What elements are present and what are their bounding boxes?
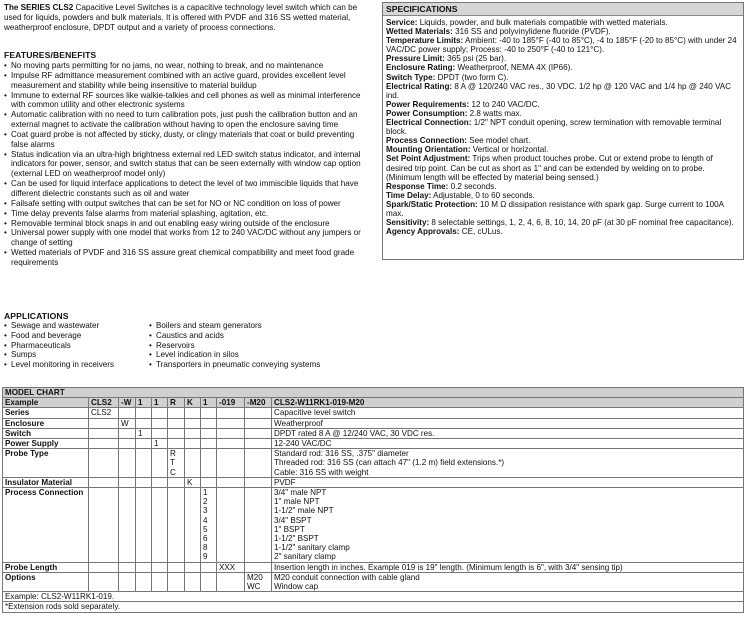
spec-value: CE, cULus. (459, 227, 503, 237)
spec-label: Temperature Limits: (386, 36, 464, 46)
spec-label: Sensitivity: (386, 218, 430, 228)
spec-row (386, 27, 740, 36)
probe-desc: Standard rod: 316 SS, .375" diameter (274, 449, 409, 459)
process-desc: 3/4" male NPT (274, 488, 327, 498)
probe-length-label: Probe Length (3, 562, 89, 572)
options-descs (272, 572, 744, 591)
applications-title: APPLICATIONS (4, 311, 69, 321)
spec-label: Service: (386, 18, 418, 27)
probe-desc: Cable: 316 SS with weight (274, 467, 369, 477)
spec-label: Electrical Rating: (386, 81, 453, 91)
feature-item: • Coat guard probe is not affected by sticky, dusty, or clingy materials that coat or build preventing false alarms (4, 130, 373, 150)
insulator-row (3, 477, 744, 487)
switch-row (3, 428, 744, 438)
spec-row (386, 36, 740, 54)
feature-item: • Failsafe setting with output switches that can be set for NO or NC condition on loss of power (4, 199, 373, 209)
spec-value: Adjustable, 0 to 60 seconds. (431, 190, 535, 200)
features-list (4, 61, 373, 268)
spec-value: 12 to 240 VAC/DC. (469, 99, 540, 109)
spec-value: Ambient: -40 to 185°F (-40 to 85°C), -4 to 185°F (-20 to 85°C) with under 24 VAC/DC power supply; Process: -40 to 250°F (-40 to 121°C). (386, 36, 737, 55)
footnote: *Extension rods sold separately. (3, 602, 744, 612)
spec-row (386, 54, 740, 63)
spec-row (386, 154, 740, 181)
series-code: CLS2 (89, 408, 119, 418)
application-item: • Level monitoring in receivers (4, 360, 149, 370)
process-code: 8 (203, 543, 208, 553)
process-desc: 2" sanitary clamp (274, 552, 336, 562)
probe-length-desc: Insertion length in inches. Example 019 is 19" length. (Minimum length is 6", with 3/4" sensing tip) (272, 562, 744, 572)
spec-value: 316 SS and polyvinylidene fluoride (PVDF). (452, 27, 611, 37)
intro-lead: The SERIES CLS2 (4, 3, 74, 12)
feature-item: • Wetted materials of PVDF and 316 SS assure great chemical compatibility and meet food grade requirements (4, 248, 373, 268)
example-code: R (168, 398, 185, 408)
spec-value: 10 M Ω dissipation resistance with spark gap. Surge current to 100A max. (386, 199, 724, 218)
application-item: • Level indication in silos (149, 350, 374, 360)
features-title: FEATURES/BENEFITS (4, 50, 97, 60)
spec-row (386, 145, 740, 154)
spec-label: Pressure Limit: (386, 54, 445, 64)
spec-row (386, 18, 740, 27)
model-chart-title-row (3, 388, 744, 398)
power-desc: 12-240 VAC/DC (272, 439, 744, 449)
example-full-code: CLS2-W11RK1-019-M20 (272, 398, 744, 408)
example-code: K (185, 398, 201, 408)
spec-value: DPDT (two form C). (435, 72, 509, 82)
spec-value: Trips when product touches probe. Cut or extend probe to length of desired trip point. Can be cut as short as 1" and can be extended by welding on to probe. (Minimum length will be effected by material being sensed.) (386, 154, 713, 182)
feature-item: • Status indication via an ultra-high brightness external red LED switch status indicator, and internal indicators for power, sensor, and switch status that can be seen externally with window cap option (external LED on weatherproof model only) (4, 150, 373, 180)
spec-label: Switch Type: (386, 72, 436, 82)
switch-label: Switch (3, 428, 89, 438)
spec-label: Response Time: (386, 181, 449, 191)
probe-type-row (3, 449, 744, 478)
spec-label: Wetted Materials: (386, 27, 453, 37)
spec-row (386, 118, 740, 136)
spec-row (386, 191, 740, 200)
process-connection-row (3, 488, 744, 563)
options-row (3, 572, 744, 591)
example-code: 1 (201, 398, 217, 408)
options-label: Options (3, 572, 89, 591)
spec-row (386, 218, 740, 227)
spec-value: 0.2 seconds. (448, 181, 497, 191)
insulator-code: K (185, 477, 201, 487)
feature-item: • Immune to external RF sources like walkie-talkies and cell phones as well as minimal interference with common utility and other electronic systems (4, 91, 373, 111)
spec-label: Electrical Connection: (386, 118, 472, 128)
spec-value: Liquids, powder, and bulk materials compatible with wetted materials. (417, 18, 668, 27)
option-code: WC (247, 582, 261, 592)
spec-row (386, 109, 740, 118)
process-desc: 1-1/2" male NPT (274, 506, 334, 516)
model-chart-table (2, 387, 744, 613)
spec-value: 365 psi (25 bar). (444, 54, 507, 64)
probe-type-descs (272, 449, 744, 478)
series-row (3, 408, 744, 418)
power-row (3, 439, 744, 449)
spec-value: See model chart. (466, 136, 531, 146)
option-code: M20 (247, 572, 263, 582)
footnote-row (3, 602, 744, 612)
option-desc: Window cap (274, 582, 319, 592)
feature-item: • Time delay prevents false alarms from material splashing, agitation, etc. (4, 209, 373, 219)
option-desc: M20 conduit connection with cable gland (274, 572, 420, 582)
spec-value: 1/2" NPT conduit opening, screw termination with removable terminal block. (386, 118, 722, 137)
footer-example-row (3, 592, 744, 602)
spec-value: 8 A @ 120/240 VAC res., 30 VDC. 1/2 hp @ 120 VAC and 1/4 hp @ 240 VAC ind. (386, 81, 731, 100)
spec-label: Spark/Static Protection: (386, 199, 478, 209)
feature-item: • Impulse RF admittance measurement combined with an active guard, provides excellent level measurement and stability while being insensitive to material buildup (4, 71, 373, 91)
application-item: • Sewage and wastewater (4, 321, 149, 331)
spec-value: 8 selectable settings, 1, 2, 4, 6, 8, 10, 14, 20 pF (at 30 pF nominal free capacitance). (429, 218, 734, 228)
probe-code: R (170, 449, 176, 459)
example-label: Example (3, 398, 89, 408)
power-code: 1 (152, 439, 168, 449)
process-code: 9 (203, 552, 208, 562)
example-code: 1 (152, 398, 168, 408)
model-chart-title: MODEL CHART (3, 388, 744, 398)
spec-row (386, 100, 740, 109)
spec-row (386, 63, 740, 72)
probe-code: C (170, 467, 176, 477)
spec-value: Weatherproof, NEMA 4X (IP66). (455, 63, 573, 73)
probe-code: T (170, 458, 175, 468)
spec-row (386, 136, 740, 145)
spec-row (386, 227, 740, 236)
specifications-title: SPECIFICATIONS (383, 3, 743, 16)
application-item: • Sumps (4, 350, 149, 360)
feature-item: • Can be used for liquid interface applications to detect the level of two immiscible liquids that have different dielectric constants such as oil and water (4, 179, 373, 199)
example-code: -W (119, 398, 136, 408)
applications-list-left (4, 321, 149, 370)
process-code: 3 (203, 506, 208, 516)
example-row (3, 398, 744, 408)
switch-desc: DPDT rated 8 A @ 12/240 VAC, 30 VDC res. (272, 428, 744, 438)
process-desc: 1-1/2" sanitary clamp (274, 543, 350, 553)
enclosure-desc: Weatherproof (272, 418, 744, 428)
intro-text: Capacitive Level Switches is a capacitive technology level switch which can be used for liquids, powders and bulk materials. It is offered with PVDF and 316 SS wetted material, weatherproof enclosure, DPDT output and a variety of process connections. (4, 3, 358, 32)
process-code: 4 (203, 515, 208, 525)
specifications-body (383, 16, 743, 236)
series-desc: Capacitive level switch (272, 408, 744, 418)
process-desc: 3/4" BSPT (274, 515, 312, 525)
spec-label: Agency Approvals: (386, 227, 460, 237)
insulator-desc: PVDF (272, 477, 744, 487)
spec-value: Vertical or horizontal. (470, 145, 549, 155)
process-code: 6 (203, 534, 208, 544)
feature-item: • No moving parts permitting for no jams, no wear, nothing to break, and no maintenance (4, 61, 373, 71)
enclosure-label: Enclosure (3, 418, 89, 428)
process-connection-label: Process Connection (3, 488, 89, 563)
application-item: • Caustics and acids (149, 331, 374, 341)
application-item: • Food and beverage (4, 331, 149, 341)
spec-label: Enclosure Rating: (386, 63, 456, 73)
footer-example: Example: CLS2-W11RK1-019. (3, 592, 744, 602)
example-code: -019 (217, 398, 245, 408)
feature-item: • Removable terminal block snaps in and out enabling easy wiring outside of the enclosure (4, 219, 373, 229)
insulator-label: Insulator Material (3, 477, 89, 487)
process-codes (201, 488, 217, 563)
power-label: Power Supply (3, 439, 89, 449)
spec-row (386, 82, 740, 100)
enclosure-code: W (119, 418, 136, 428)
spec-row (386, 73, 740, 82)
spec-label: Time Delay: (386, 190, 432, 200)
process-desc: 1" BSPT (274, 524, 305, 534)
application-item: • Pharmaceuticals (4, 341, 149, 351)
switch-code: 1 (136, 428, 152, 438)
spec-label: Mounting Orientation: (386, 145, 471, 155)
process-descs (272, 488, 744, 563)
example-code: -M20 (245, 398, 272, 408)
intro-paragraph (4, 3, 373, 32)
process-code: 1 (203, 488, 208, 498)
process-code: 5 (203, 524, 208, 534)
spec-label: Power Consumption: (386, 108, 468, 118)
enclosure-row (3, 418, 744, 428)
application-item: • Reservoirs (149, 341, 374, 351)
example-code: CLS2 (89, 398, 119, 408)
application-item: • Transporters in pneumatic conveying systems (149, 360, 374, 370)
feature-item: • Automatic calibration with no need to turn calibration pots, just push the calibration button and an external magnet to activate the calibration without having to open the enclosure saving time (4, 110, 373, 130)
spec-row (386, 200, 740, 218)
probe-type-codes (168, 449, 185, 478)
specifications-box (382, 2, 744, 260)
probe-type-label: Probe Type (3, 449, 89, 478)
options-codes (245, 572, 272, 591)
probe-length-code: XXX (217, 562, 245, 572)
spec-label: Process Connection: (386, 136, 467, 146)
process-desc: 1-1/2" BSPT (274, 534, 319, 544)
feature-item: • Universal power supply with one model that works from 12 to 240 VAC/DC without any jumpers or change of setting (4, 228, 373, 248)
series-label: Series (3, 408, 89, 418)
example-code: 1 (136, 398, 152, 408)
probe-desc: Threaded rod: 316 SS (can attach 47" (1.2 m) field extensions.*) (274, 458, 505, 468)
application-item: • Boilers and steam generators (149, 321, 374, 331)
spec-label: Power Requirements: (386, 99, 470, 109)
spec-row (386, 182, 740, 191)
spec-label: Set Point Adjustment: (386, 154, 471, 164)
spec-value: 2.8 watts max. (467, 108, 522, 118)
applications-list-right (149, 321, 374, 370)
process-code: 2 (203, 497, 208, 507)
process-desc: 1" male NPT (274, 497, 320, 507)
probe-length-row (3, 562, 744, 572)
